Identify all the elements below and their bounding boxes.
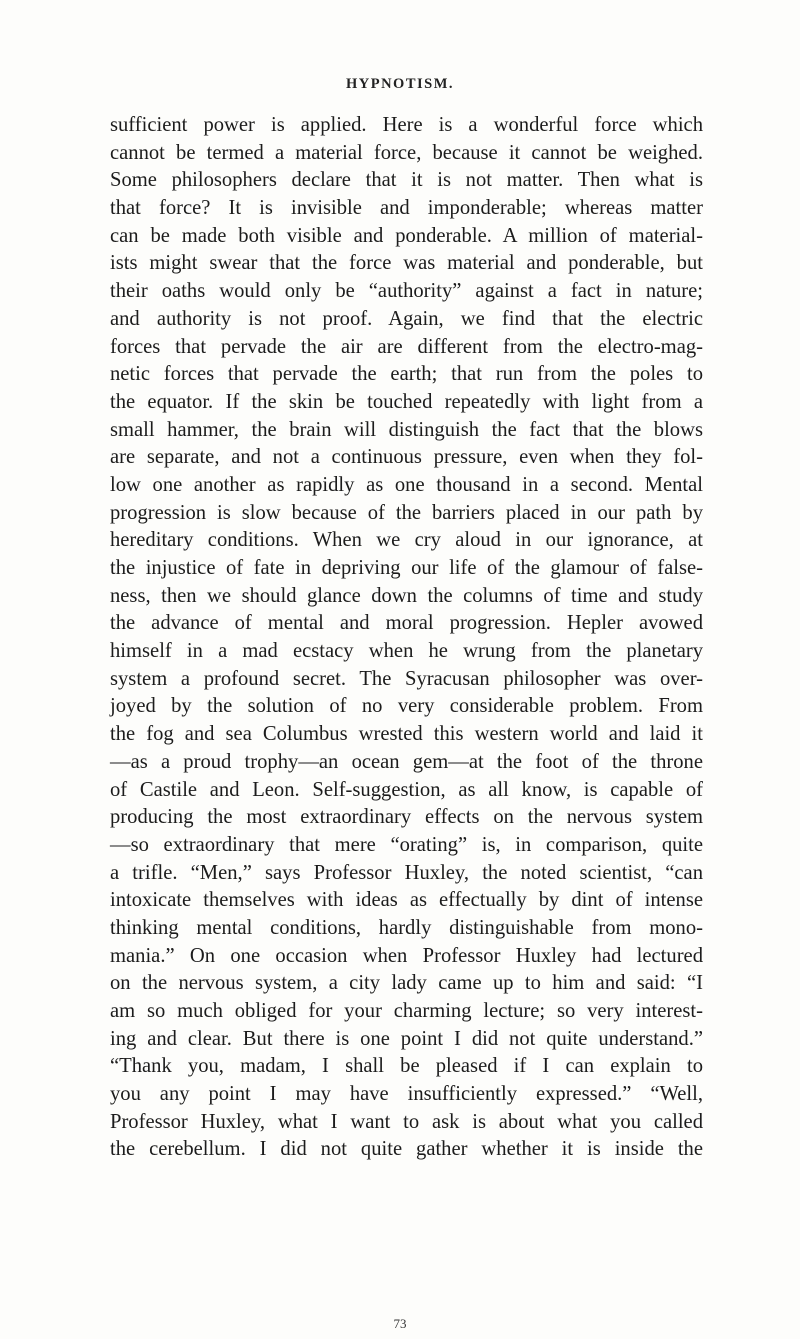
body-text bbox=[110, 112, 703, 1164]
text-line: the equator. If the skin be touched repeatedly with light from a bbox=[110, 390, 703, 413]
text-line: himself in a mad ecstacy when he wrung from the planetary bbox=[110, 640, 703, 663]
text-line: low one another as rapidly as one thousand in a second. Mental bbox=[110, 473, 703, 496]
text-line: on the nervous system, a city lady came up to him and said: “I bbox=[110, 972, 703, 995]
text-line: —as a proud trophy—an ocean gem—at the foot of the throne bbox=[110, 750, 703, 773]
text-line: forces that pervade the air are different from the electro-mag- bbox=[110, 335, 703, 358]
text-line: —so extraordinary that mere “orating” is, in comparison, quite bbox=[110, 833, 703, 856]
text-line: can be made both visible and ponderable. A million of material- bbox=[110, 224, 703, 247]
text-line: “Thank you, madam, I shall be pleased if I can explain to bbox=[110, 1055, 703, 1078]
text-line: their oaths would only be “authority” against a fact in nature; bbox=[110, 280, 703, 303]
text-line: am so much obliged for your charming lecture; so very interest- bbox=[110, 1000, 703, 1022]
text-line: are separate, and not a continuous pressure, even when they fol- bbox=[110, 446, 703, 469]
text-line: the advance of mental and moral progression. Hepler avowed bbox=[110, 612, 703, 635]
page-number: 73 bbox=[393, 1316, 407, 1331]
text-line: and authority is not proof. Again, we find that the electric bbox=[110, 307, 703, 330]
text-line: progression is slow because of the barriers placed in our path by bbox=[110, 501, 703, 524]
running-head: HYPNOTISM. bbox=[345, 76, 455, 92]
text-line: ing and clear. But there is one point I did not quite understand.” bbox=[110, 1027, 703, 1050]
text-line: you any point I may have insufficiently expressed.” “Well, bbox=[110, 1083, 703, 1106]
text-line: of Castile and Leon. Self-suggestion, as all know, is capable of bbox=[110, 778, 703, 801]
text-line: ness, then we should glance down the columns of time and study bbox=[110, 584, 703, 607]
text-line: joyed by the solution of no very considerable problem. From bbox=[110, 695, 703, 718]
text-line: intoxicate themselves with ideas as effectually by dint of intense bbox=[110, 889, 703, 912]
text-line: a trifle. “Men,” says Professor Huxley, the noted scientist, “can bbox=[110, 861, 703, 884]
text-line: Professor Huxley, what I want to ask is about what you called bbox=[110, 1110, 703, 1133]
text-line: producing the most extraordinary effects on the nervous system bbox=[110, 806, 703, 829]
text-line: the injustice of fate in depriving our life of the glamour of false- bbox=[110, 557, 703, 579]
text-line: that force? It is invisible and imponderable; whereas matter bbox=[110, 197, 703, 220]
text-line: hereditary conditions. When we cry aloud in our ignorance, at bbox=[110, 529, 703, 552]
text-line: Some philosophers declare that it is not matter. Then what is bbox=[110, 169, 703, 192]
text-line: small hammer, the brain will distinguish the fact that the blows bbox=[110, 418, 703, 441]
text-line: the fog and sea Columbus wrested this western world and laid it bbox=[110, 723, 703, 746]
text-line: the cerebellum. I did not quite gather whether it is inside the bbox=[110, 1138, 703, 1161]
text-line: mania.” On one occasion when Professor Huxley had lectured bbox=[110, 944, 703, 967]
text-line: sufficient power is applied. Here is a wonderful force which bbox=[110, 114, 703, 136]
text-line: system a profound secret. The Syracusan philosopher was over- bbox=[110, 667, 703, 690]
text-line: cannot be termed a material force, because it cannot be weighed. bbox=[110, 141, 703, 164]
text-line: netic forces that pervade the earth; that run from the poles to bbox=[110, 363, 703, 386]
text-line: ists might swear that the force was material and ponderable, but bbox=[110, 252, 703, 275]
text-line: thinking mental conditions, hardly distinguishable from mono- bbox=[110, 916, 703, 939]
